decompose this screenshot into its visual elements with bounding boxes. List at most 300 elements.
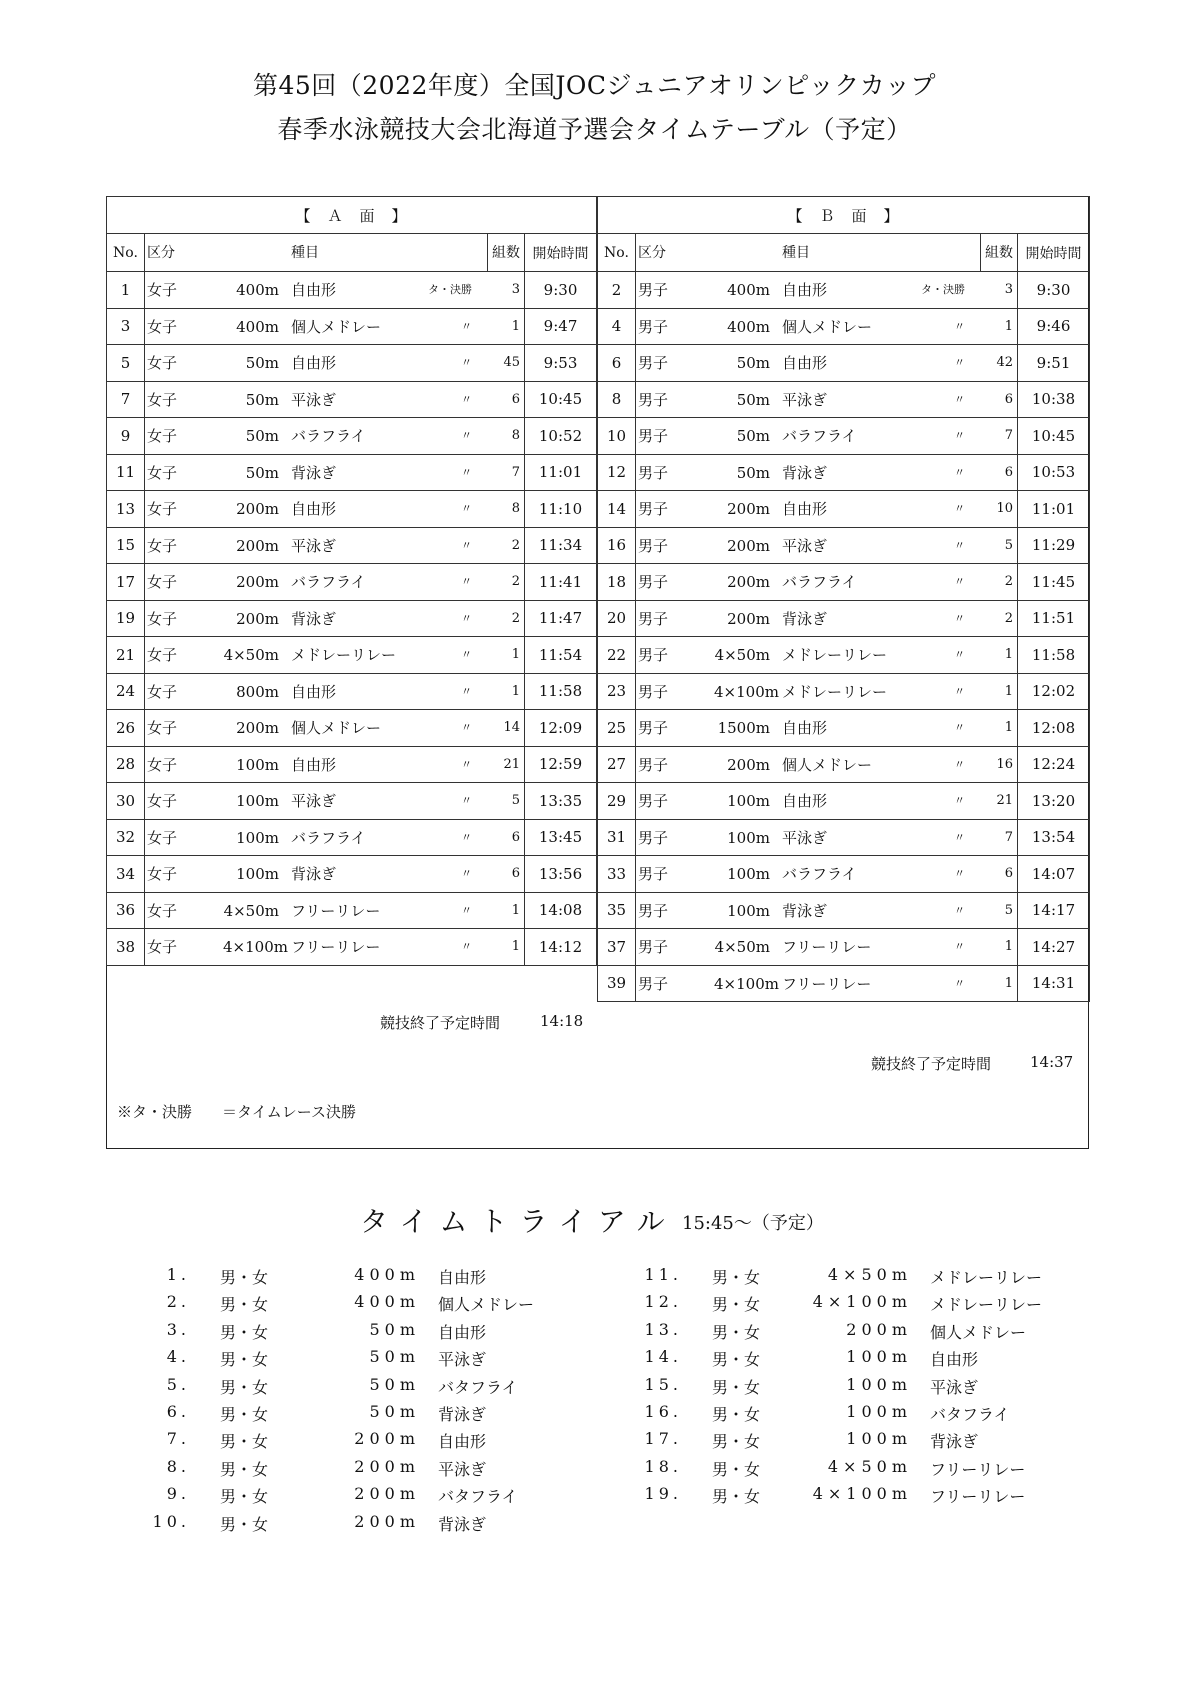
table-row	[107, 710, 597, 747]
side-b-label: 【 Ｂ 面 】	[598, 197, 1090, 234]
event-groups: 6	[1004, 866, 1013, 881]
header-div: 区分	[147, 245, 175, 261]
event-stroke: バラフライ	[291, 828, 366, 847]
event-division: 男子	[638, 390, 669, 409]
event-groups: 7	[511, 464, 520, 480]
list-item	[612, 1402, 1072, 1429]
event-groups: 10	[996, 501, 1013, 516]
event-cell	[636, 600, 1018, 637]
trial-number: 2.	[166, 1292, 190, 1312]
event-number: 5	[107, 345, 145, 382]
event-stroke: 背泳ぎ	[782, 901, 828, 920]
event-distance: 4×50m	[223, 646, 279, 664]
event-division: 男子	[638, 536, 669, 555]
event-stroke: 個人メドレー	[782, 755, 873, 774]
event-number: 35	[598, 892, 636, 929]
event-stroke: 個人メドレー	[291, 719, 382, 737]
event-division: 男子	[638, 463, 669, 482]
event-stroke: 個人メドレー	[782, 317, 873, 336]
event-division: 男子	[638, 828, 669, 847]
event-distance: 1500m	[717, 719, 770, 737]
event-groups: 1	[1004, 683, 1013, 699]
event-groups: 8	[511, 428, 520, 443]
event-start-time: 11:01	[525, 454, 597, 491]
event-groups: 8	[511, 501, 520, 516]
list-item	[120, 1347, 580, 1374]
trial-sex: 男・女	[712, 1404, 761, 1424]
side-a-end-time: 14:18	[540, 1012, 584, 1030]
event-stroke: バラフライ	[782, 865, 857, 883]
event-division: 男子	[638, 609, 669, 628]
event-start-time: 13:54	[1018, 819, 1090, 856]
event-cell	[636, 856, 1018, 893]
event-stroke: フリーリレー	[291, 938, 381, 956]
event-groups: 6	[1004, 391, 1013, 407]
event-groups: 6	[511, 391, 520, 407]
trial-event: 背泳ぎ	[930, 1432, 979, 1452]
event-stroke: 自由形	[782, 719, 828, 737]
event-start-time: 11:41	[525, 564, 597, 601]
list-item	[120, 1484, 580, 1511]
event-start-time: 11:29	[1018, 527, 1090, 564]
event-start-time: 9:30	[1018, 272, 1090, 309]
trial-distance: 200m	[354, 1511, 420, 1531]
event-distance: 200m	[727, 609, 770, 628]
event-number: 11	[107, 454, 145, 491]
event-groups: 1	[1004, 647, 1013, 662]
event-cell	[636, 345, 1018, 382]
event-stroke: 平泳ぎ	[782, 536, 828, 555]
trial-distance: 50m	[369, 1347, 420, 1367]
event-distance: 400m	[236, 281, 279, 299]
event-stroke: 自由形	[291, 354, 337, 372]
event-division: 女子	[147, 354, 178, 372]
event-division: 女子	[147, 938, 178, 956]
trial-distance: 200m	[354, 1456, 420, 1476]
event-groups: 2	[1004, 610, 1013, 626]
event-division: 男子	[638, 682, 669, 701]
event-cell	[636, 272, 1018, 309]
event-division: 女子	[147, 317, 178, 336]
trial-sex: 男・女	[712, 1432, 761, 1452]
event-stroke: 背泳ぎ	[782, 609, 828, 628]
side-a-end-label: 競技終了予定時間	[380, 1014, 501, 1032]
event-type: 〃	[954, 903, 965, 917]
table-row	[107, 272, 597, 309]
event-number: 39	[598, 965, 636, 1002]
event-type: 〃	[954, 538, 965, 552]
event-groups: 42	[996, 355, 1013, 370]
table-row	[598, 746, 1090, 783]
event-stroke: 平泳ぎ	[782, 390, 828, 409]
event-number: 28	[107, 746, 145, 783]
event-groups: 5	[1004, 537, 1013, 553]
side-b-table	[597, 196, 1090, 1002]
event-groups: 2	[1004, 574, 1013, 589]
trial-event: 自由形	[438, 1322, 487, 1342]
list-item	[120, 1512, 580, 1539]
side-b-end-time: 14:37	[1030, 1053, 1074, 1071]
event-stroke: 背泳ぎ	[291, 463, 337, 482]
event-cell	[636, 454, 1018, 491]
table-row	[598, 564, 1090, 601]
table-row	[107, 892, 597, 929]
trial-number: 3.	[166, 1319, 190, 1339]
event-stroke: バラフライ	[782, 573, 857, 591]
event-type: 〃	[461, 648, 472, 661]
table-row	[107, 381, 597, 418]
header-event: 種目	[291, 245, 319, 261]
event-start-time: 11:58	[525, 673, 597, 710]
event-start-time: 10:45	[1018, 418, 1090, 455]
event-cell	[145, 710, 525, 747]
trial-distance: 50m	[369, 1401, 420, 1421]
event-stroke: 平泳ぎ	[291, 792, 337, 810]
trial-distance: 4×50m	[827, 1265, 912, 1284]
event-type: 〃	[954, 684, 965, 698]
event-cell	[145, 746, 525, 783]
event-distance: 4×50m	[714, 938, 770, 956]
header-start: 開始時間	[525, 234, 597, 272]
event-groups: 21	[996, 793, 1013, 808]
trial-event: 個人メドレー	[930, 1322, 1027, 1342]
event-stroke: フリーリレー	[782, 938, 872, 956]
event-stroke: 背泳ぎ	[782, 463, 828, 482]
header-div: 区分	[638, 245, 666, 261]
table-row	[598, 600, 1090, 637]
list-item	[612, 1375, 1072, 1402]
event-cell	[145, 381, 525, 418]
event-distance: 200m	[236, 500, 279, 518]
event-division: 女子	[147, 609, 178, 628]
event-start-time: 14:08	[525, 892, 597, 929]
event-division: 男子	[638, 317, 669, 336]
event-cell	[636, 418, 1018, 455]
event-stroke: 平泳ぎ	[291, 536, 337, 555]
event-cell	[145, 856, 525, 893]
event-number: 18	[598, 564, 636, 601]
event-start-time: 13:56	[525, 856, 597, 893]
event-type: 〃	[954, 465, 965, 479]
trial-event: バタフライ	[930, 1404, 1010, 1424]
event-groups: 2	[511, 574, 520, 589]
event-groups: 7	[1004, 829, 1013, 845]
event-cell	[636, 637, 1018, 674]
table-row	[107, 454, 597, 491]
event-distance: 100m	[236, 828, 279, 847]
time-trial-list-left	[120, 1265, 580, 1539]
event-distance: 50m	[245, 463, 279, 482]
event-type: 〃	[461, 356, 472, 369]
trial-sex: 男・女	[220, 1514, 269, 1534]
trial-event: 自由形	[438, 1268, 487, 1287]
event-distance: 4×50m	[714, 646, 770, 664]
trial-event: メドレーリレー	[930, 1268, 1043, 1287]
event-number: 36	[107, 892, 145, 929]
time-trial-subtitle: 15:45～（予定）	[682, 1213, 824, 1234]
event-groups: 1	[1004, 975, 1013, 991]
event-start-time: 11:34	[525, 527, 597, 564]
event-cell	[145, 272, 525, 309]
event-groups: 3	[1004, 282, 1013, 297]
event-start-time: 13:20	[1018, 783, 1090, 820]
trial-event: バタフライ	[438, 1487, 518, 1507]
event-distance: 200m	[236, 609, 279, 628]
event-cell	[636, 746, 1018, 783]
event-division: 女子	[147, 828, 178, 847]
event-groups: 1	[511, 683, 520, 699]
event-start-time: 10:38	[1018, 381, 1090, 418]
trial-sex: 男・女	[712, 1350, 761, 1370]
table-row	[107, 564, 597, 601]
trial-sex: 男・女	[220, 1404, 269, 1424]
trial-sex: 男・女	[220, 1295, 269, 1315]
event-division: 男子	[638, 938, 669, 956]
event-type: 〃	[461, 502, 472, 515]
event-division: 男子	[638, 281, 669, 299]
trial-sex: 男・女	[220, 1432, 269, 1452]
table-row	[598, 929, 1090, 966]
event-number: 26	[107, 710, 145, 747]
event-cell	[145, 892, 525, 929]
trial-number: 14.	[644, 1347, 682, 1367]
header-no: No.	[598, 234, 636, 272]
event-start-time: 13:45	[525, 819, 597, 856]
table-row	[598, 819, 1090, 856]
event-start-time: 14:12	[525, 929, 597, 966]
event-cell	[636, 710, 1018, 747]
event-start-time: 11:58	[1018, 637, 1090, 674]
trial-distance: 4×100m	[812, 1484, 912, 1504]
event-type: 〃	[461, 867, 472, 880]
event-start-time: 9:51	[1018, 345, 1090, 382]
trial-event: フリーリレー	[930, 1459, 1026, 1479]
event-groups: 1	[511, 647, 520, 662]
event-distance: 400m	[727, 281, 770, 299]
event-cell	[145, 308, 525, 345]
event-division: 男子	[638, 755, 669, 774]
event-start-time: 9:47	[525, 308, 597, 345]
event-cell	[636, 527, 1018, 564]
table-row	[107, 308, 597, 345]
event-number: 25	[598, 710, 636, 747]
trial-sex: 男・女	[220, 1322, 269, 1342]
table-row	[107, 746, 597, 783]
event-groups: 2	[511, 610, 520, 626]
event-distance: 50m	[736, 354, 770, 372]
trial-sex: 男・女	[220, 1487, 269, 1507]
trial-number: 16.	[644, 1401, 682, 1421]
event-groups: 6	[511, 866, 520, 881]
event-type: 〃	[954, 830, 965, 844]
event-type: 〃	[461, 429, 472, 442]
event-type: 〃	[954, 757, 965, 771]
event-distance: 100m	[236, 865, 279, 883]
event-number: 30	[107, 783, 145, 820]
event-number: 23	[598, 673, 636, 710]
table-row	[598, 965, 1090, 1002]
event-number: 22	[598, 637, 636, 674]
event-number: 21	[107, 637, 145, 674]
event-stroke: 個人メドレー	[291, 317, 382, 336]
event-type: 〃	[954, 611, 965, 625]
event-number: 20	[598, 600, 636, 637]
list-item	[612, 1484, 1072, 1511]
event-cell	[636, 892, 1018, 929]
event-type: 〃	[461, 940, 472, 953]
table-row	[107, 600, 597, 637]
list-item	[612, 1320, 1072, 1347]
event-stroke: メドレーリレー	[291, 646, 397, 664]
event-distance: 200m	[236, 719, 279, 737]
trial-number: 15.	[644, 1374, 682, 1394]
trial-event: 自由形	[438, 1432, 487, 1452]
event-cell	[145, 491, 525, 528]
trial-sex: 男・女	[712, 1295, 761, 1315]
event-number: 3	[107, 308, 145, 345]
event-type: 〃	[461, 721, 472, 734]
trial-sex: 男・女	[712, 1377, 761, 1397]
event-division: 女子	[147, 755, 178, 774]
event-division: 女子	[147, 281, 178, 299]
trial-distance: 100m	[846, 1374, 912, 1394]
event-start-time: 10:52	[525, 418, 597, 455]
trial-number: 19.	[644, 1484, 682, 1504]
trial-sex: 男・女	[712, 1268, 761, 1287]
event-start-time: 14:31	[1018, 965, 1090, 1002]
event-division: 女子	[147, 719, 178, 737]
time-trial-title: タイムトライアル	[360, 1205, 677, 1238]
event-start-time: 11:01	[1018, 491, 1090, 528]
event-start-time: 9:53	[525, 345, 597, 382]
list-item	[612, 1429, 1072, 1456]
event-number: 8	[598, 381, 636, 418]
trial-number: 7.	[166, 1429, 190, 1449]
table-row	[107, 491, 597, 528]
list-item	[612, 1265, 1072, 1292]
event-division: 男子	[638, 354, 669, 372]
table-row	[598, 856, 1090, 893]
trial-number: 9.	[166, 1484, 190, 1504]
event-stroke: バラフライ	[291, 573, 366, 591]
list-item	[120, 1402, 580, 1429]
header-groups: 組数	[487, 234, 520, 272]
event-type: 〃	[461, 903, 472, 917]
trial-event: 平泳ぎ	[438, 1459, 487, 1479]
event-division: 女子	[147, 536, 178, 555]
event-cell	[145, 637, 525, 674]
event-number: 34	[107, 856, 145, 893]
event-distance: 100m	[727, 901, 770, 920]
event-groups: 1	[511, 939, 520, 954]
event-division: 女子	[147, 646, 178, 664]
trial-number: 13.	[644, 1319, 682, 1339]
event-groups: 7	[1004, 428, 1013, 443]
event-division: 女子	[147, 682, 178, 701]
trial-event: メドレーリレー	[930, 1295, 1043, 1315]
trial-distance: 50m	[369, 1374, 420, 1394]
trial-distance: 200m	[354, 1484, 420, 1504]
event-distance: 4×100m	[223, 938, 288, 956]
event-stroke: 自由形	[291, 500, 337, 518]
trial-event: 背泳ぎ	[438, 1514, 487, 1534]
event-number: 32	[107, 819, 145, 856]
event-distance: 400m	[236, 317, 279, 336]
list-item	[612, 1347, 1072, 1374]
event-groups: 14	[503, 720, 520, 735]
trial-distance: 400m	[354, 1292, 420, 1312]
event-distance: 4×100m	[714, 974, 779, 993]
event-distance: 200m	[727, 500, 770, 518]
event-cell	[145, 454, 525, 491]
event-distance: 100m	[727, 828, 770, 847]
event-number: 2	[598, 272, 636, 309]
table-row	[598, 527, 1090, 564]
trial-sex: 男・女	[712, 1322, 761, 1342]
trial-event: フリーリレー	[930, 1487, 1026, 1507]
event-type: 〃	[954, 429, 965, 442]
event-groups: 3	[511, 282, 520, 297]
event-cell	[636, 308, 1018, 345]
event-distance: 50m	[736, 390, 770, 409]
event-type: 〃	[954, 976, 965, 990]
event-stroke: 自由形	[782, 281, 828, 299]
event-type: タ・決勝	[428, 283, 472, 296]
event-number: 33	[598, 856, 636, 893]
event-division: 男子	[638, 573, 669, 591]
event-type: 〃	[954, 648, 965, 661]
event-stroke: 背泳ぎ	[291, 609, 337, 628]
event-cell	[145, 527, 525, 564]
trial-sex: 男・女	[220, 1268, 269, 1287]
list-item	[612, 1457, 1072, 1484]
event-cell	[636, 491, 1018, 528]
event-stroke: 平泳ぎ	[782, 828, 828, 847]
event-type: 〃	[461, 830, 472, 844]
event-type: 〃	[954, 575, 965, 588]
table-row	[107, 345, 597, 382]
trial-number: 12.	[644, 1292, 682, 1312]
event-distance: 50m	[245, 390, 279, 409]
event-groups: 6	[511, 829, 520, 845]
event-groups: 16	[996, 756, 1013, 772]
event-stroke: メドレーリレー	[782, 646, 888, 664]
header-groups: 組数	[980, 234, 1013, 272]
event-cell	[636, 673, 1018, 710]
list-item	[612, 1292, 1072, 1319]
event-division: 女子	[147, 865, 178, 883]
trial-number: 1.	[166, 1265, 190, 1284]
event-groups: 2	[511, 537, 520, 553]
header-start: 開始時間	[1018, 234, 1090, 272]
event-distance: 50m	[245, 354, 279, 372]
event-cell	[145, 600, 525, 637]
event-groups: 1	[1004, 318, 1013, 334]
trial-distance: 4×100m	[812, 1292, 912, 1312]
event-cell	[636, 783, 1018, 820]
event-number: 16	[598, 527, 636, 564]
event-groups: 45	[503, 355, 520, 370]
event-division: 女子	[147, 901, 178, 920]
event-type: 〃	[954, 721, 965, 734]
table-row	[107, 637, 597, 674]
event-start-time: 14:27	[1018, 929, 1090, 966]
trial-distance: 4×50m	[827, 1456, 912, 1476]
event-type: 〃	[461, 794, 472, 807]
event-stroke: メドレーリレー	[782, 682, 888, 701]
table-row	[107, 783, 597, 820]
event-number: 10	[598, 418, 636, 455]
